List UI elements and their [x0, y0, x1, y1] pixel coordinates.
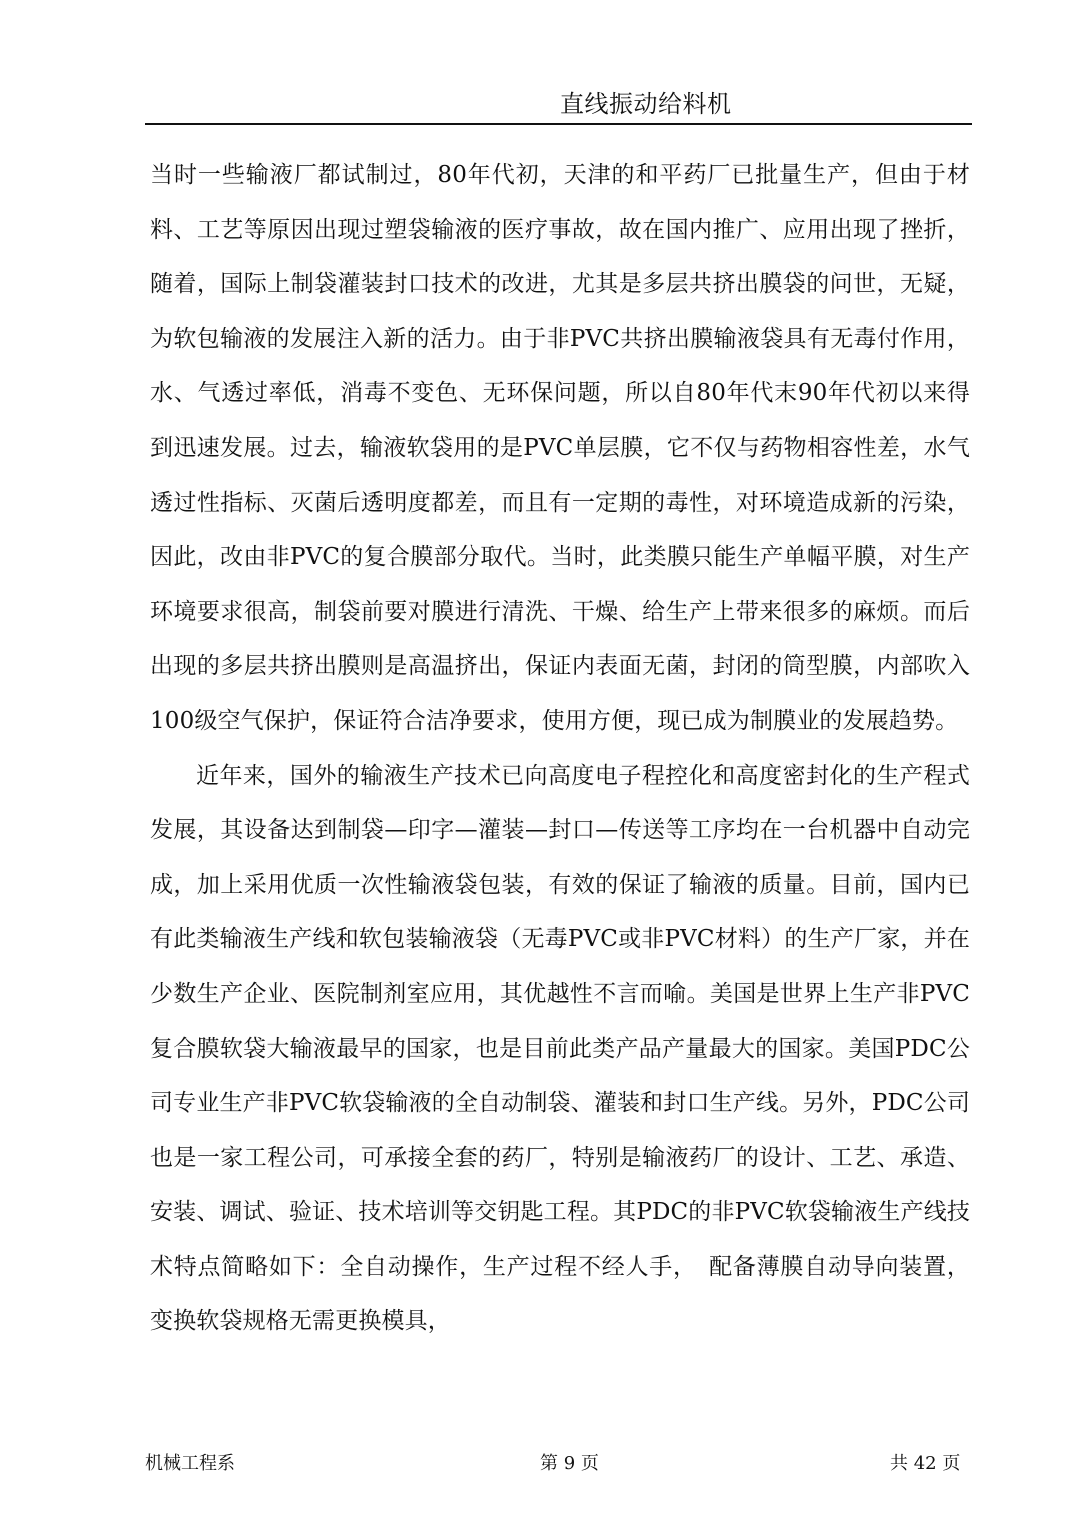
page-header-title: 直线振动给料机	[560, 90, 732, 118]
footer-department: 机械工程系	[145, 1453, 235, 1474]
header-divider	[145, 123, 972, 125]
footer-page-number: 第 9 页	[540, 1453, 599, 1474]
paragraph: 近年来，国外的输液生产技术已向高度电子程控化和高度密封化的生产程式发展，其设备达到制袋—印字—灌装—封口—传送等工序均在一台机器中自动完成，加上采用优质一次性输液袋包装，有效的保证了输液的质量。目前，国内已有此类输液生产线和软包装输液袋（无毒PVC或非PVC材料）的生产厂家，并在少数生产企业、医院制剂室应用，其优越性不言而喻。美国是世界上生产非PVC复合膜软袋大输液最早的国家，也是目前此类产品产量最大的国家。美国PDC公司专业生产非PVC软袋输液的全自动制袋、灌装和封口生产线。另外，PDC公司也是一家工程公司，可承接全套的药厂，特别是输液药厂的设计、工艺、承造、安装、调试、验证、技术培训等交钥匙工程。其PDC的非PVC软袋输液生产线技术特点简略如下：全自动操作，生产过程不经人手， 配备薄膜自动导向装置，变换软袋规格无需更换模具，	[150, 762, 970, 1335]
footer-total-pages: 共 42 页	[890, 1453, 961, 1474]
body-text	[150, 148, 970, 1349]
paragraph: 当时一些输液厂都试制过，80年代初，天津的和平药厂已批量生产，但由于材料、工艺等原因出现过塑袋输液的医疗事故，故在国内推广、应用出现了挫折，随着，国际上制袋灌装封口技术的改进，尤其是多层共挤出膜袋的问世，无疑，为软包输液的发展注入新的活力。由于非PVC共挤出膜输液袋具有无毒付作用，水、气透过率低，消毒不变色、无环保问题，所以自80年代末90年代初以来得到迅速发展。过去，输液软袋用的是PVC单层膜，它不仅与药物相容性差，水气透过性指标、灭菌后透明度都差，而且有一定期的毒性，对环境造成新的污染，因此，改由非PVC的复合膜部分取代。当时，此类膜只能生产单幅平膜，对生产环境要求很高，制袋前要对膜进行清洗、干燥、给生产上带来很多的麻烦。而后出现的多层共挤出膜则是高温挤出，保证内表面无菌，封闭的筒型膜，内部吹入100级空气保护，保证符合洁净要求，使用方便，现已成为制膜业的发展趋势。	[150, 162, 970, 734]
